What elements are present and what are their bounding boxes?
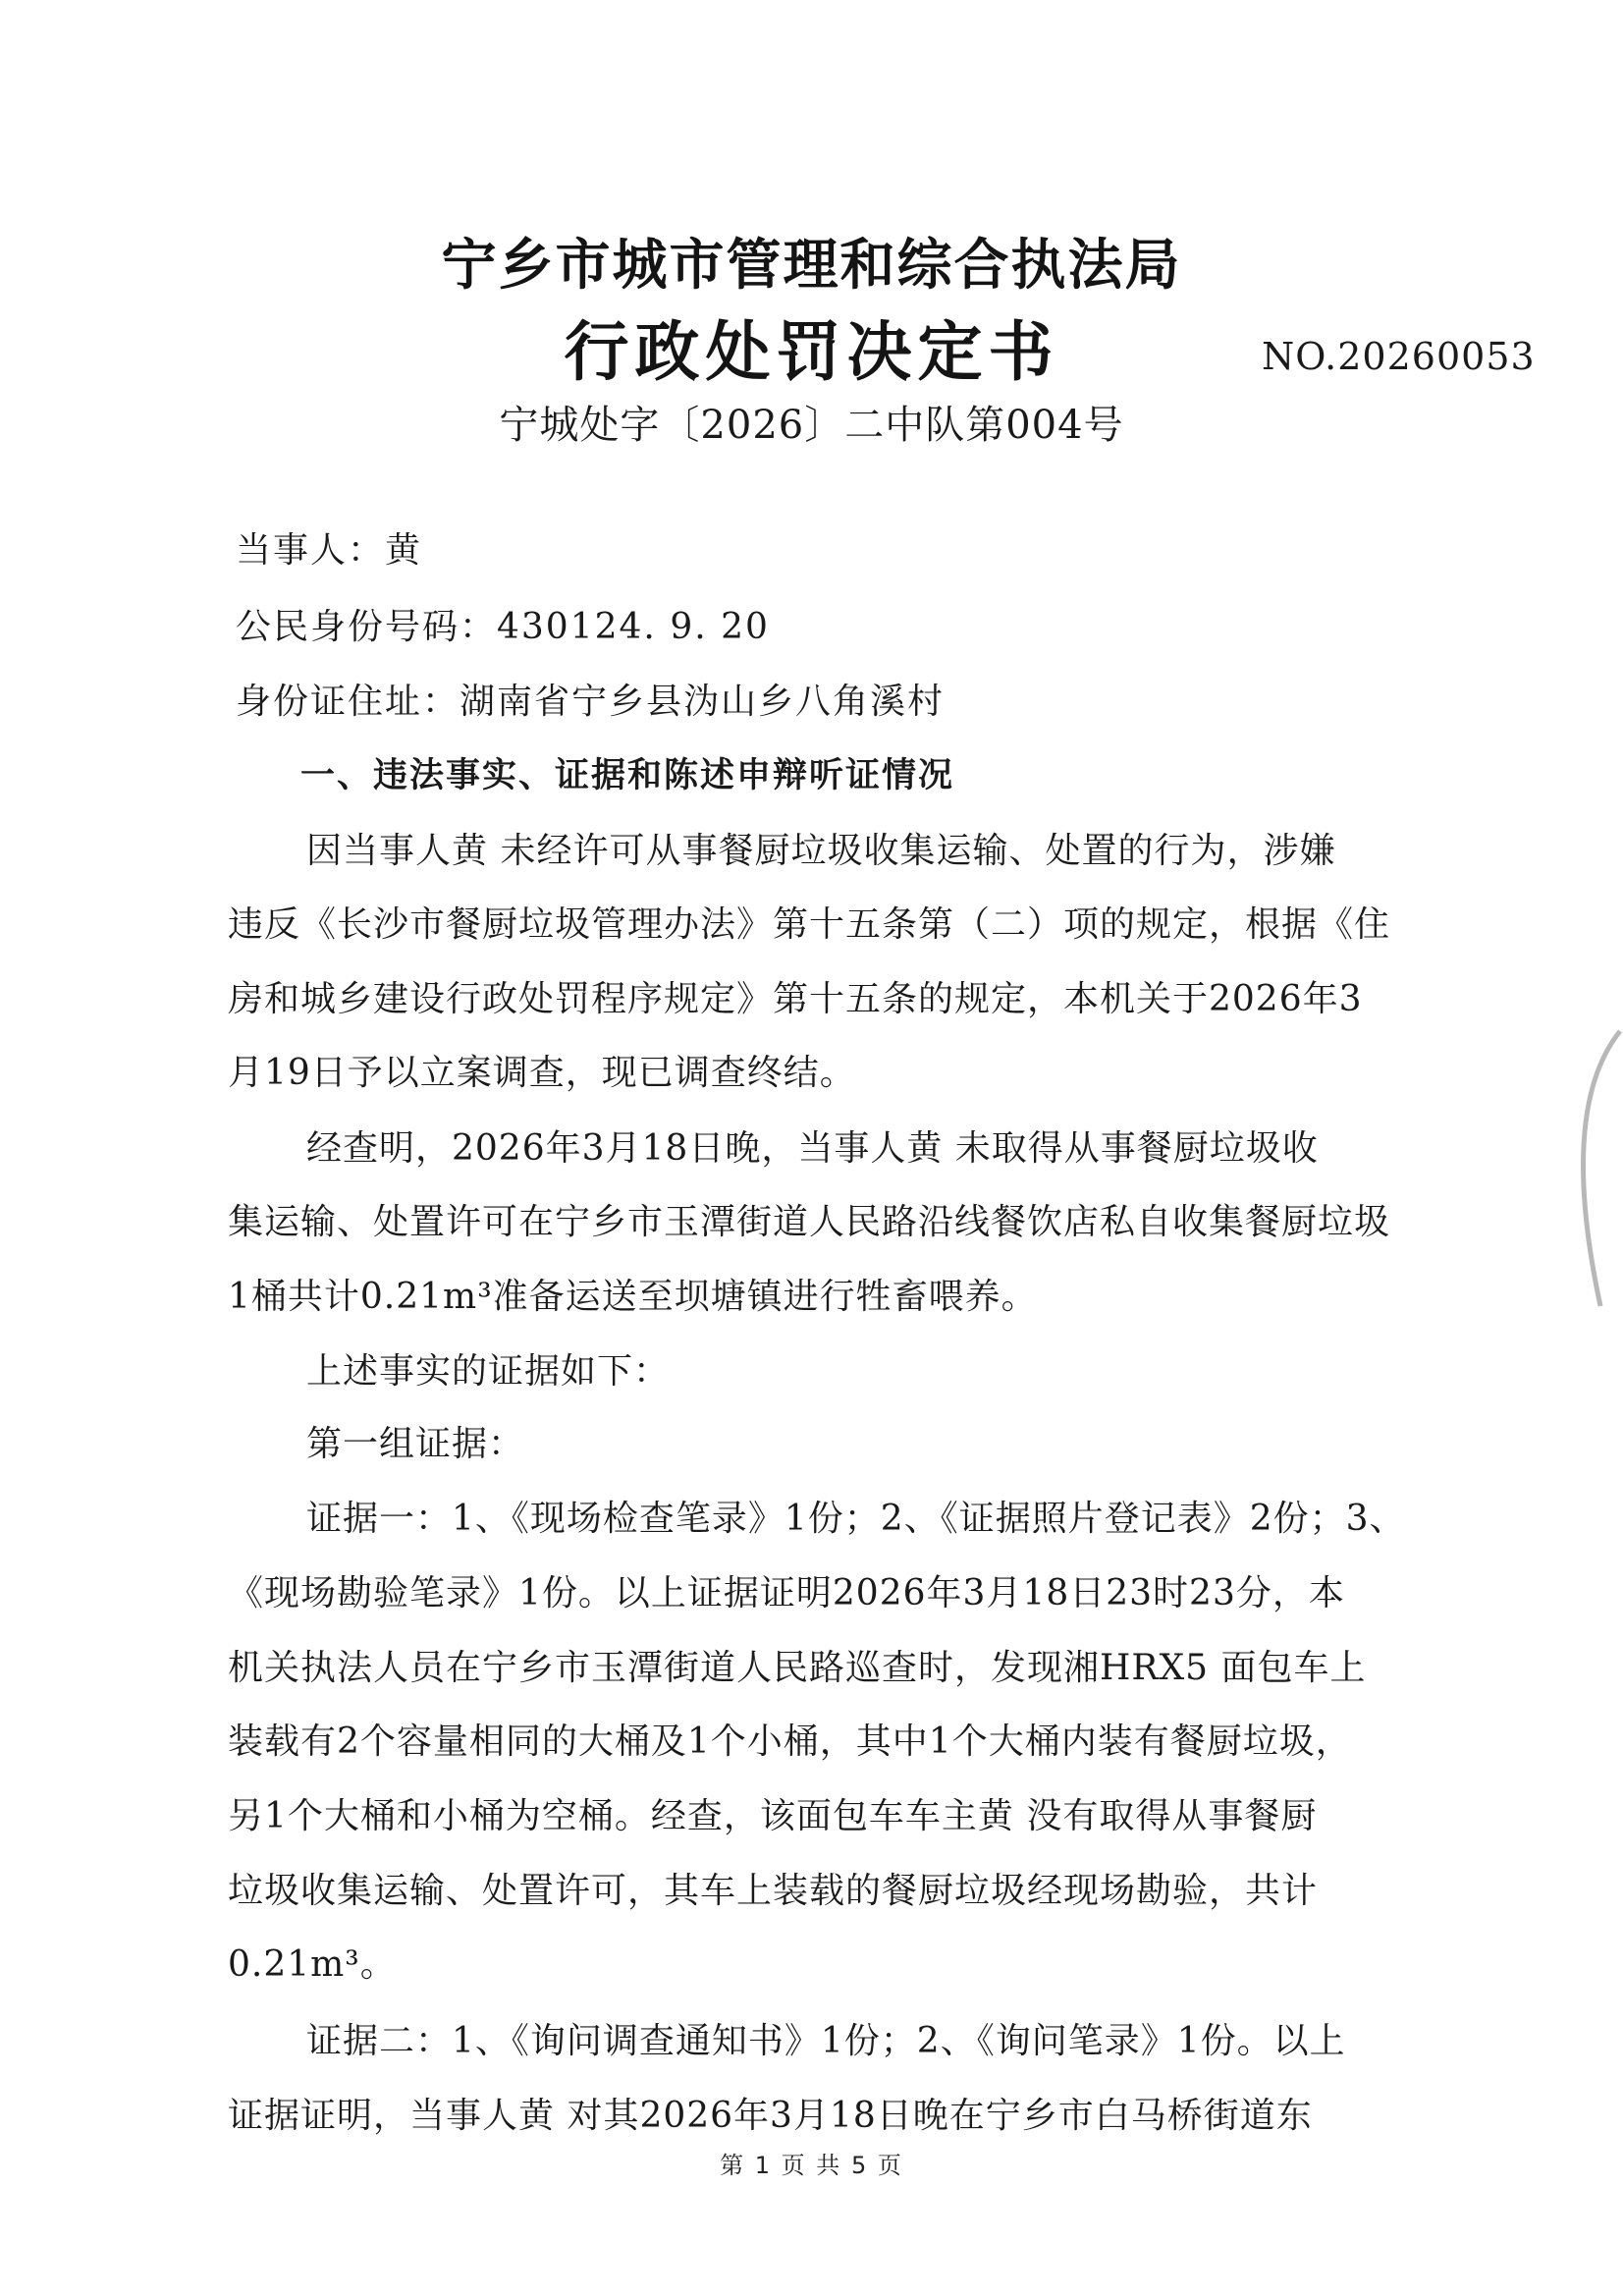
paragraph-line: 机关执法人员在宁乡市玉潭街道人民路巡查时，发现湘HRX5 面包车上 xyxy=(228,1648,1367,1688)
paragraph-line: 上述事实的证据如下： xyxy=(306,1351,671,1392)
paragraph-line: 因当事人黄 未经许可从事餐厨垃圾收集运输、处置的行为，涉嫌 xyxy=(306,831,1336,871)
binding-hole-shadow xyxy=(1561,1021,1623,1316)
paragraph-line: 1桶共计0.21m³准备运送至坝塘镇进行牲畜喂养。 xyxy=(228,1277,1038,1317)
paragraph-line: 另1个大桶和小桶为空桶。经查，该面包车车主黄 没有取得从事餐厨 xyxy=(228,1796,1318,1836)
organization-title: 宁乡市城市管理和综合执法局 xyxy=(441,234,1182,298)
paragraph-line: 房和城乡建设行政处罚程序规定》第十五条的规定，本机关于2026年3 xyxy=(228,979,1363,1019)
document-title: 行政处罚决定书 xyxy=(564,314,1059,390)
paragraph-line: 第一组证据： xyxy=(306,1424,525,1464)
paragraph-line: 经查明，2026年3月18日晚，当事人黄 未取得从事餐厨垃圾收 xyxy=(306,1128,1319,1169)
paragraph-line: 违反《长沙市餐厨垃圾管理办法》第十五条第（二）项的规定，根据《住 xyxy=(228,904,1391,945)
paragraph-line: 证据证明，当事人黄 对其2026年3月18日晚在宁乡市白马桥街道东 xyxy=(228,2096,1313,2136)
paragraph-line: 《现场勘验笔录》1份。以上证据证明2026年3月18日23时23分，本 xyxy=(228,1573,1345,1613)
paragraph-line: 证据二：1、《询问调查通知书》1份；2、《询问笔录》1份。以上 xyxy=(306,2021,1346,2061)
section-heading: 一、违法事实、证据和陈述申辩听证情况 xyxy=(300,756,955,795)
page-footer: 第 1 页 共 5 页 xyxy=(720,2152,903,2179)
party-address-line: 身份证住址：湖南省宁乡县沩山乡八角溪村 xyxy=(236,682,946,722)
paragraph-line: 证据一：1、《现场检查笔录》1份；2、《证据照片登记表》2份；3、 xyxy=(306,1499,1406,1539)
serial-number: NO.20260053 xyxy=(1262,335,1536,378)
paragraph-line: 垃圾收集运输、处置许可，其车上装载的餐厨垃圾经现场勘验，共计 xyxy=(228,1871,1319,1911)
party-name-line: 当事人：黄 xyxy=(236,530,423,571)
paragraph-line: 集运输、处置许可在宁乡市玉潭街道人民路沿线餐饮店私自收集餐厨垃圾 xyxy=(228,1202,1391,1242)
paragraph-line: 0.21m³。 xyxy=(228,1944,397,1985)
paragraph-line: 月19日予以立案调查，现已调查终结。 xyxy=(228,1053,856,1093)
paragraph-line: 装载有2个容量相同的大桶及1个小桶，其中1个大桶内装有餐厨垃圾， xyxy=(228,1722,1352,1762)
case-number: 宁城处字〔2026〕二中队第004号 xyxy=(499,403,1124,448)
party-id-line: 公民身份号码：430124. 9. 20 xyxy=(236,607,770,647)
